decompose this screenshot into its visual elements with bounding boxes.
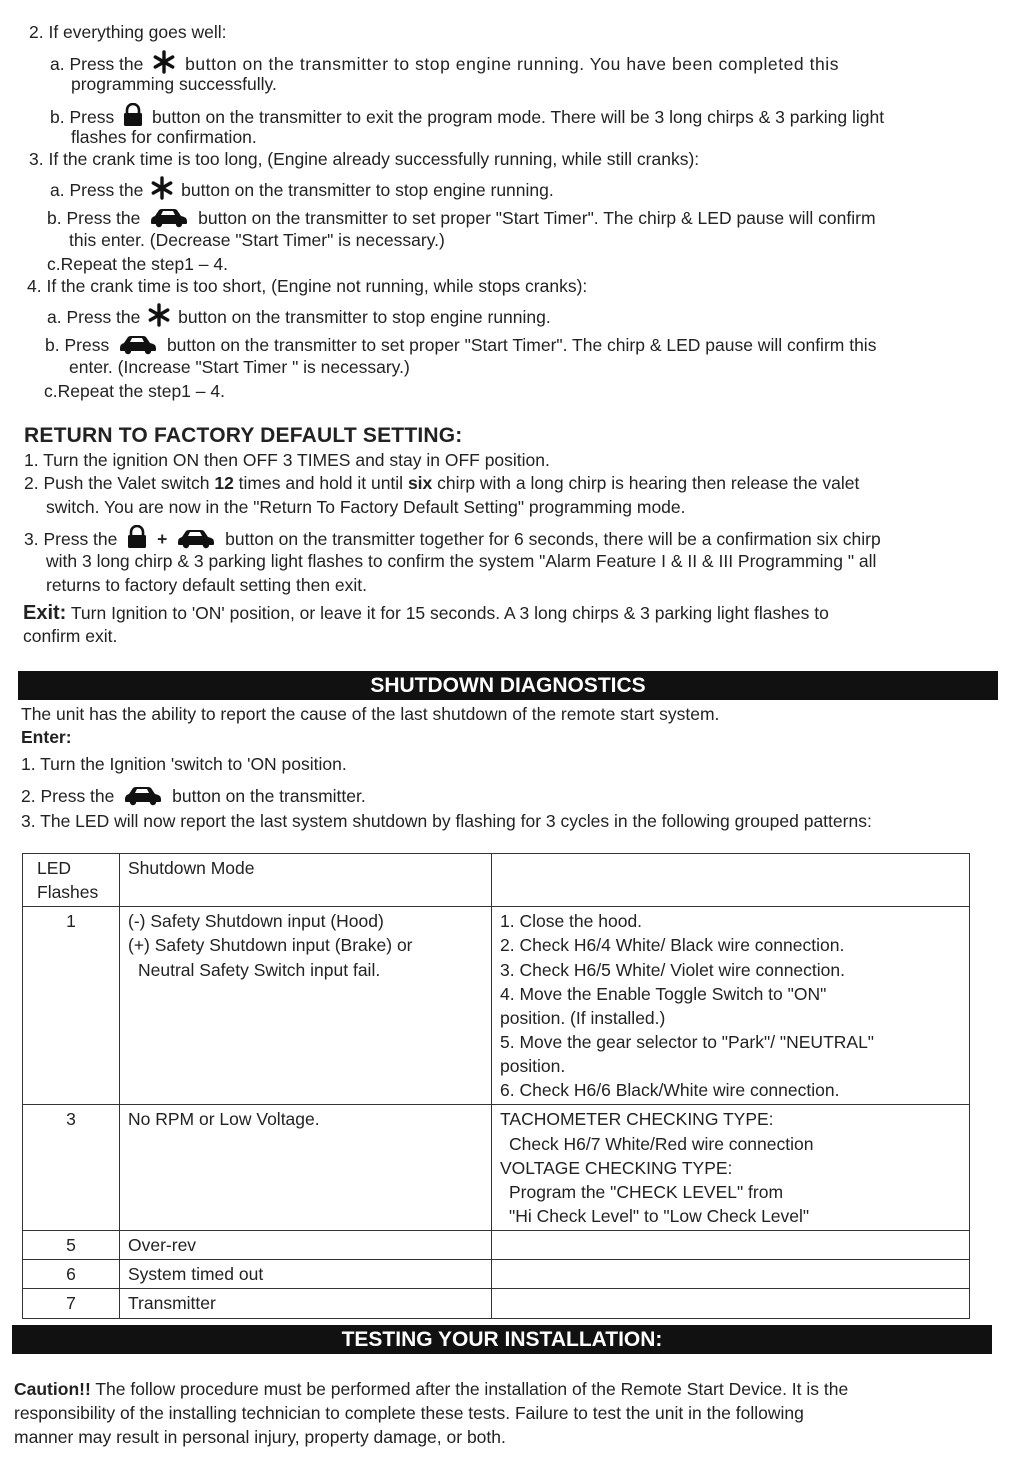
shutdown-diagnostics-table <box>22 853 970 1319</box>
step-a-text: button on the transmitter to stop engine running. <box>178 307 551 327</box>
action-line: 5. Move the gear selector to "Park"/ "NEUTRAL" <box>500 1031 875 1052</box>
row-flashes: 7 <box>23 1289 120 1318</box>
action-line: 3. Check H6/5 White/ Violet wire connection. <box>500 959 845 980</box>
step-a-text: button on the transmitter to stop engine running. You have been completed this <box>185 54 840 74</box>
section-3-step-b <box>47 206 876 229</box>
section-4-step-a <box>47 303 551 328</box>
car-start-button-icon <box>123 784 163 806</box>
section-2-step-b-cont: flashes for confirmation. <box>71 127 257 147</box>
caution-label: Caution!! <box>14 1379 91 1399</box>
testing-installation-bar: TESTING YOUR INSTALLATION: <box>12 1325 992 1354</box>
step-a-prefix: a. Press the <box>47 307 141 327</box>
car-start-button-icon <box>118 333 158 355</box>
factory-exit-cont: confirm exit. <box>23 626 118 646</box>
row-action <box>492 907 970 1105</box>
header-action <box>492 854 970 907</box>
car-start-button-icon <box>149 206 189 228</box>
section-2-title: 2. If everything goes well: <box>29 22 227 42</box>
testing-caution <box>14 1379 848 1400</box>
row-action <box>492 1105 970 1231</box>
row-action <box>492 1289 970 1318</box>
factory-exit <box>23 601 829 625</box>
shutdown-diagnostics-bar: SHUTDOWN DIAGNOSTICS <box>18 671 998 700</box>
step-2-prefix: 2. Press the <box>21 786 115 806</box>
shutdown-step-1: 1. Turn the Ignition 'switch to 'ON position. <box>21 754 347 774</box>
mode-line: No RPM or Low Voltage. <box>128 1109 320 1130</box>
section-3-title: 3. If the crank time is too long, (Engine already successfully running, while still cranks): <box>29 149 700 169</box>
factory-step-3-cont-1: with 3 long chirp & 3 parking light flashes to confirm the system "Alarm Feature I & II & III Programming " all <box>46 551 877 571</box>
star-button-icon <box>152 50 176 74</box>
action-line: TACHOMETER CHECKING TYPE: <box>500 1109 774 1130</box>
action-line: 1. Close the hood. <box>500 911 643 932</box>
section-3-step-a <box>50 176 554 201</box>
action-line: 6. Check H6/6 Black/White wire connection. <box>500 1080 840 1101</box>
bold-count: 12 <box>214 473 234 493</box>
mode-line: (+) Safety Shutdown input (Brake) or <box>128 935 413 956</box>
action-line: position. <box>500 1056 566 1077</box>
bold-six: six <box>407 473 433 493</box>
text-part: 2. Push the Valet switch <box>24 473 215 493</box>
step-b-prefix: b. Press the <box>47 208 141 228</box>
row-action <box>492 1260 970 1289</box>
mode-line: Neutral Safety Switch input fail. <box>138 959 381 980</box>
row-mode: Transmitter <box>120 1289 492 1318</box>
car-start-button-icon <box>176 527 216 549</box>
section-4-step-c: c.Repeat the step1 – 4. <box>44 381 225 401</box>
section-2-step-a <box>50 50 1000 75</box>
section-3-step-b-cont: this enter. (Decrease "Start Timer" is necessary.) <box>69 230 445 250</box>
step-3-prefix: 3. Press the <box>24 529 118 549</box>
step-b-text: button on the transmitter to set proper "Start Timer". The chirp & LED pause will confirm this <box>166 335 877 355</box>
header-led-text: LED Flashes <box>37 858 99 903</box>
table-row <box>23 1231 970 1260</box>
section-2-step-b <box>50 103 884 128</box>
header-shutdown-mode: Shutdown Mode <box>120 854 492 907</box>
step-b-text: button on the transmitter to set proper "Start Timer". The chirp & LED pause will confirm <box>198 208 876 228</box>
section-3-step-c: c.Repeat the step1 – 4. <box>47 254 228 274</box>
row-flashes: 6 <box>23 1260 120 1289</box>
testing-caution-cont-2: manner may result in personal injury, property damage, or both. <box>14 1427 506 1447</box>
row-action <box>492 1231 970 1260</box>
step-a-prefix: a. Press the <box>50 180 144 200</box>
action-line: VOLTAGE CHECKING TYPE: <box>500 1157 733 1178</box>
action-line: Check H6/7 White/Red wire connection <box>509 1133 814 1154</box>
step-b-prefix: b. Press <box>50 107 115 127</box>
lock-button-icon <box>126 525 148 549</box>
table-header-row <box>23 854 970 907</box>
table-row <box>23 1105 970 1231</box>
lock-button-icon <box>122 103 144 127</box>
factory-step-2 <box>24 473 859 494</box>
exit-text: Turn Ignition to 'ON' position, or leave it for 15 seconds. A 3 long chirps & 3 parking light flashes to <box>66 603 829 623</box>
caution-text: The follow procedure must be performed after the installation of the Remote Start Device. It is the <box>90 1379 849 1399</box>
section-4-step-b <box>45 333 876 356</box>
exit-label: Exit: <box>23 602 67 624</box>
table-row <box>23 1289 970 1318</box>
header-led-flashes <box>23 854 120 907</box>
step-b-prefix: b. Press <box>45 335 110 355</box>
row-mode <box>120 1105 492 1231</box>
row-mode <box>120 907 492 1105</box>
shutdown-step-3: 3. The LED will now report the last system shutdown by flashing for 3 cycles in the following grouped patterns: <box>21 811 872 831</box>
section-2-step-a-cont: programming successfully. <box>71 74 277 94</box>
step-a-prefix: a. Press the <box>50 54 144 74</box>
factory-step-2-cont: switch. You are now in the "Return To Factory Default Setting" programming mode. <box>46 497 686 517</box>
action-line: "Hi Check Level" to "Low Check Level" <box>509 1205 810 1226</box>
row-flashes: 5 <box>23 1231 120 1260</box>
shutdown-enter-label: Enter: <box>21 727 72 747</box>
row-flashes: 1 <box>23 907 120 1105</box>
section-4-title: 4. If the crank time is too short, (Engine not running, while stops cranks): <box>27 276 588 296</box>
text-part: chirp with a long chirp is hearing then release the valet <box>432 473 860 493</box>
text-part: times and hold it until <box>233 473 408 493</box>
testing-caution-cont-1: responsibility of the installing technician to complete these tests. Failure to test the unit in the following <box>14 1403 804 1423</box>
row-mode: Over-rev <box>120 1231 492 1260</box>
action-line: 2. Check H6/4 White/ Black wire connection. <box>500 935 845 956</box>
action-line: Program the "CHECK LEVEL" from <box>509 1181 784 1202</box>
step-a-text: button on the transmitter to stop engine running. <box>181 180 554 200</box>
action-line: position. (If installed.) <box>500 1007 666 1028</box>
step-b-text: button on the transmitter to exit the program mode. There will be 3 long chirps & 3 parking light <box>151 107 885 127</box>
plus-sign: + <box>157 529 168 549</box>
factory-default-heading: RETURN TO FACTORY DEFAULT SETTING: <box>24 424 463 447</box>
step-2-text: button on the transmitter. <box>172 786 366 806</box>
factory-step-3 <box>24 525 881 550</box>
table-row <box>23 1260 970 1289</box>
shutdown-step-2 <box>21 784 366 807</box>
star-button-icon <box>147 303 171 327</box>
factory-step-3-cont-2: returns to factory default setting then exit. <box>46 575 368 595</box>
mode-line: (-) Safety Shutdown input (Hood) <box>128 911 384 932</box>
row-flashes: 3 <box>23 1105 120 1231</box>
star-button-icon <box>150 176 174 200</box>
table-row <box>23 907 970 1105</box>
step-3-text: button on the transmitter together for 6 seconds, there will be a confirmation six chirp <box>225 529 881 549</box>
section-4-step-b-cont: enter. (Increase "Start Timer " is necessary.) <box>69 357 410 377</box>
action-line: 4. Move the Enable Toggle Switch to "ON" <box>500 983 827 1004</box>
shutdown-intro: The unit has the ability to report the cause of the last shutdown of the remote start system. <box>21 704 720 724</box>
row-mode: System timed out <box>120 1260 492 1289</box>
factory-step-1: 1. Turn the ignition ON then OFF 3 TIMES and stay in OFF position. <box>24 450 550 470</box>
